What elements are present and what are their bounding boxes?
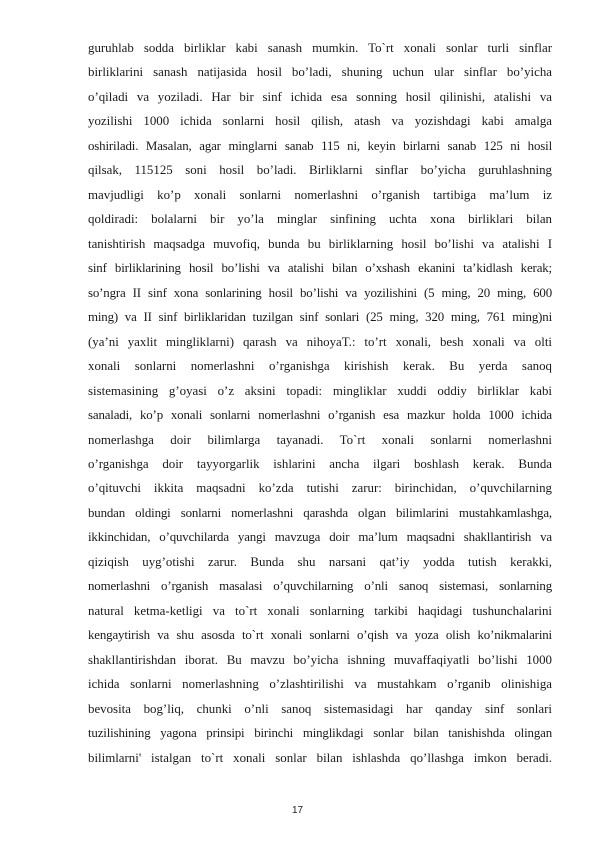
text-line: qilsak, 115125 soni hosil bo’ladi. Birliklarni sinflar bo’yicha guruhlashning — [88, 163, 552, 178]
text-line: qiziqish uyg’otishi zarur. Bunda shu narsani qat’iy yodda tutish kerakki, — [88, 554, 552, 569]
body-paragraph — [88, 36, 552, 770]
text-line: nomerlashga doir bilimlarga tayanadi. To`rt xonali sonlarni nomerlashni — [88, 432, 552, 447]
text-line: nomerlashni o’rganish masalasi o’quvchilarning o’nli sanoq sistemasi, sonlarning — [88, 579, 552, 594]
text-line: natural ketma-ketligi va to`rt xonali sonlarning tarkibi haqidagi tushunchalarini — [88, 603, 552, 618]
text-line: o’qituvchi ikkita maqsadni ko’zda tutishi zarur: birinchidan, o’quvchilarning — [88, 481, 552, 496]
text-line: ichida sonlarni nomerlashning o’zlashtirilishi va mustahkam o’rganib olinishiga — [88, 677, 552, 692]
text-line: sanaladi, ko’p xonali sonlarni nomerlashni o’rganish esa mazkur holda 1000 ichida — [88, 408, 552, 423]
text-line: oshiriladi. Masalan, agar minglarni sanab 115 ni, keyin birlarni sanab 125 ni hosil — [88, 138, 552, 153]
text-line: so’ngra II sinf xona sonlarining hosil bo’lishi va yozilishini (5 ming, 20 ming, 600 — [88, 285, 552, 300]
text-line: mavjudligi ko’p xonali sonlarni nomerlashni o’rganish tartibiga ma’lum iz — [88, 187, 552, 202]
text-line: guruhlab sodda birliklar kabi sanash mumkin. To`rt xonali sonlar turli sinflar — [88, 41, 552, 55]
text-line: ikkinchidan, o’quvchilarda yangi mavzuga doir ma’lum maqsadni shakllantirish va — [88, 530, 552, 545]
text-line: qoldiradi: bolalarni bir yo’la minglar sinfining uchta xona birliklari bilan — [88, 212, 552, 227]
text-line: bevosita bog’liq, chunki o’nli sanoq sistemasidagi har qanday sinf sonlari — [88, 701, 552, 716]
text-line: shakllantirishdan iborat. Bu mavzu bo’yicha ishning muvaffaqiyatli bo’lishi 1000 — [88, 652, 552, 667]
text-line: o’qiladi va yoziladi. Har bir sinf ichida esa sonning hosil qilinishi, atalishi va — [88, 89, 552, 104]
page-number: 17 — [291, 805, 304, 816]
text-line: birliklarini sanash natijasida hosil bo’ladi, shuning uchun ular sinflar bo’yicha — [88, 65, 552, 80]
text-line: sinf birliklarining hosil bo’lishi va atalishi bilan o’xshash ekanini ta’kidlash kerak; — [88, 261, 552, 276]
text-line: tanishtirish maqsadga muvofiq, bunda bu birliklarning hosil bo’lishi va atalishi I — [88, 236, 552, 251]
text-line: bundan oldingi sonlarni nomerlashni qarashda olgan bilimlarini mustahkamlashga, — [88, 505, 552, 520]
text-line: sistemasining g’oyasi o’z aksini topadi: mingliklar xuddi oddiy birliklar kabi — [88, 383, 552, 398]
text-line: o’rganishga doir tayyorgarlik ishlarini ancha ilgari boshlash kerak. Bunda — [88, 456, 552, 471]
text-line: (ya’ni yaxlit mingliklarni) qarash va nihoyaT.: to’rt xonali, besh xonali va olti — [88, 334, 552, 349]
text-line: yozilishi 1000 ichida sonlarni hosil qilish, atash va yozishdagi kabi amalga — [88, 114, 552, 129]
text-line: tuzilishining yagona prinsipi birinchi minglikdagi sonlar bilan tanishishda olingan — [88, 726, 552, 741]
text-line: bilimlarni' istalgan to`rt xonali sonlar bilan ishlashda qo’llashga imkon beradi. — [88, 750, 552, 765]
text-line: ming) va II sinf birliklaridan tuzilgan sinf sonlari (25 ming, 320 ming, 761 ming)ni — [88, 310, 552, 325]
text-line: xonali sonlarni nomerlashni o’rganishga kirishish kerak. Bu yerda sanoq — [88, 359, 552, 374]
text-line: kengaytirish va shu asosda to`rt xonali sonlarni o’qish va yoza olish ko’nikmalarini — [88, 628, 552, 643]
